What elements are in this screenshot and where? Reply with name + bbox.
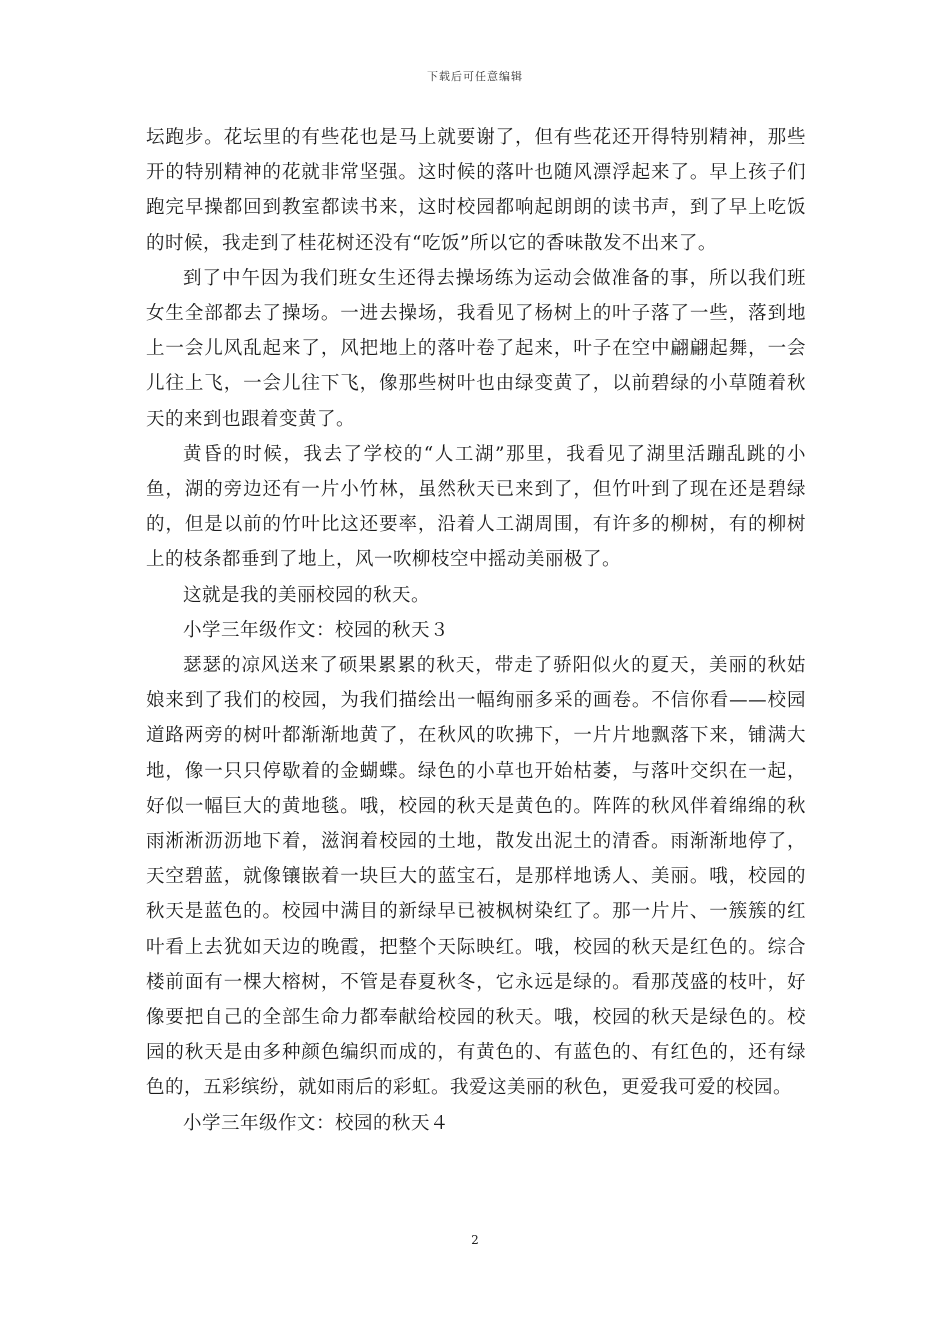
paragraph-1: 坛跑步。花坛里的有些花也是马上就要谢了，但有些花还开得特别精神，那些开的特别精神的花就非常坚强。这时候的落叶也随风漂浮起来了。早上孩子们跑完早操都回到教室都读书来，这时校园都响起朗朗的读书声，到了早上吃饭的时候，我走到了桂花树还没有“吃饭”所以它的香味散发不出来了。 [146,127,806,254]
page-number: 2 [471,1233,479,1247]
section-heading-4: 小学三年级作文：校园的秋天４ [183,1112,450,1134]
section-heading-3: 小学三年级作文：校园的秋天３ [183,619,450,641]
paragraph-3: 黄昏的时候，我去了学校的“人工湖”那里，我看见了湖里活蹦乱跳的小鱼，湖的旁边还有一片小竹林，虽然秋天已来到了，但竹叶到了现在还是碧绿的，但是以前的竹叶比这还要率，沿着人工湖周围，有许多的柳树，有的柳树上的枝条都垂到了地上，风一吹柳枝空中摇动美丽极了。 [146,443,806,571]
page-header: 下载后可任意编辑 [427,70,523,83]
document-body [146,120,806,1141]
paragraph-2: 到了中午因为我们班女生还得去操场练为运动会做准备的事，所以我们班女生全部都去了操场。一进去操场，我看见了杨树上的叶子落了一些，落到地上一会儿风乱起来了，风把地上的落叶卷了起来，叶子在空中翩翩起舞，一会儿往上飞，一会儿往下飞，像那些树叶也由绿变黄了，以前碧绿的小草随着秋天的来到也跟着变黄了。 [146,267,806,430]
paragraph-5: 瑟瑟的凉风送来了硕果累累的秋天，带走了骄阳似火的夏天，美丽的秋姑娘来到了我们的校园，为我们描绘出一幅绚丽多采的画卷。不信你看——校园道路两旁的树叶都渐渐地黄了，在秋风的吹拂下，一片片地飘落下来，铺满大地，像一只只停歇着的金蝴蝶。绿色的小草也开始枯萎，与落叶交织在一起，好似一幅巨大的黄地毯。哦，校园的秋天是黄色的。阵阵的秋风伴着绵绵的秋雨淅淅沥沥地下着，滋润着校园的土地，散发出泥土的清香。雨渐渐地停了，天空碧蓝，就像镶嵌着一块巨大的蓝宝石，是那样地诱人、美丽。哦，校园的秋天是蓝色的。校园中满目的新绿早已被枫树染红了。那一片片、一簇簇的红叶看上去犹如天边的晚霞，把整个天际映红。哦，校园的秋天是红色的。综合楼前面有一棵大榕树，不管是春夏秋冬，它永远是绿的。看那茂盛的枝叶，好像要把自己的全部生命力都奉献给校园的秋天。哦，校园的秋天是绿色的。校园的秋天是由多种颜色编织而成的，有黄色的、有蓝色的、有红色的，还有绿色的，五彩缤纷，就如雨后的彩虹。我爱这美丽的秋色，更爱我可爱的校园。 [146,655,806,1099]
paragraph-4: 这就是我的美丽校园的秋天。 [183,584,431,606]
